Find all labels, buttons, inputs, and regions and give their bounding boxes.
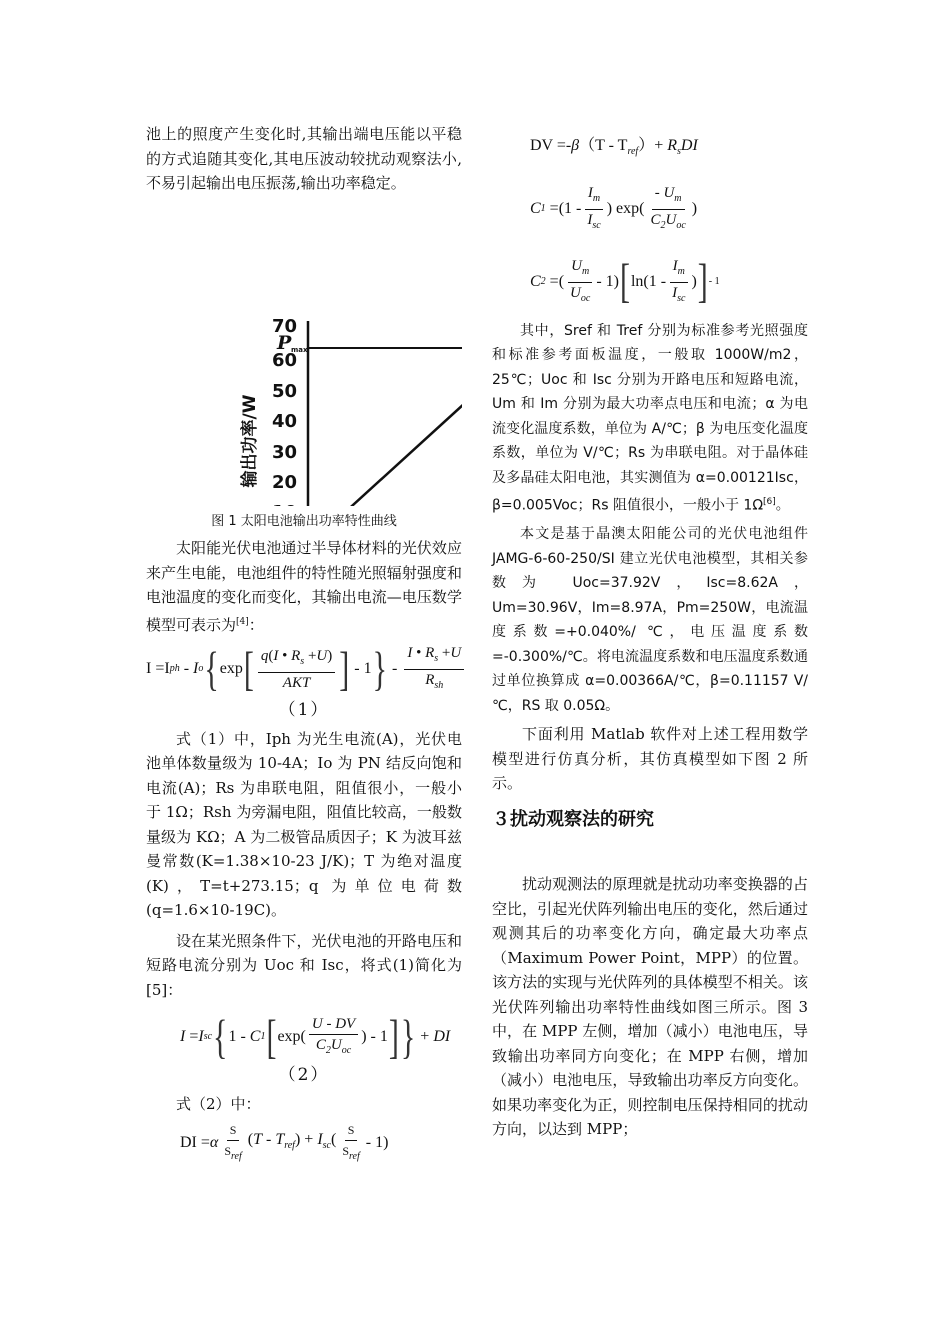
formula-di: DI = α $\frac{S}{S_{ref}}$ $(T - T_{ref}) + I_{sc}$( $\frac{S}{S_{ref}}$ - 1) — [180, 1120, 462, 1167]
paragraph-po-method: 扰动观测法的原理就是扰动功率变换器的占空比，引起光伏阵列输出电压的变化，然后通过观测其后的功率变化方向，确定最大功率点（Maximum Power Point，MPP）的位置。该方法的实现与光伏阵列的具体模型不相关。该光伏阵列输出功率特性曲线如图三所示。图 3 中，在 MPP 左侧，增加（减小）电池电压，导致输出功率同方向变化；在 MPP 右侧，增加（减小）电池电压，导致输出功率反方向变化。如果功率变化为正，则控制电压保持相同的扰动方向，以达到 MPP； — [492, 875, 808, 1139]
paragraph-model: 太阳能光伏电池通过半导体材料的光伏效应来产生电能，电池组件的特性随光照辐射强度和电池温度的变化而变化，其输出电流—电压数学模型可表示为[4]： — [146, 539, 462, 634]
pmax-sub: max — [291, 345, 308, 354]
figure-1 — [146, 206, 462, 506]
formula-c1: C 1 =(1 - $\frac{I_m}{I_{sc}}$ ) exp( $\frac{- U_m}{C_2U_{oc}}$ ) — [530, 184, 698, 231]
left-column — [146, 122, 462, 1167]
paragraph-simplify: 设在某光照条件下，光伏电池的开路电压和短路电流分别为 Uoc 和 Isc，将式(1)简化为[5]： — [146, 931, 462, 999]
y-axis-label: 输出功率/W — [240, 394, 260, 487]
paragraph-matlab: 下面利用 Matlab 软件对上述工程用数学模型进行仿真分析，其仿真模型如下图 2 所示。 — [492, 725, 808, 793]
y-tick: 60 — [271, 349, 297, 371]
right-column — [492, 122, 808, 1142]
equation-1-number: （1） — [278, 700, 330, 720]
pmax-label: P — [277, 331, 292, 354]
power-curve-chart — [146, 206, 462, 506]
y-tick — [272, 502, 297, 506]
equation-1: I =I ph - I o { exp [ $\frac{q(I • R_s +U)}{\text{AKT}}$ ] - 1 } - $\frac{I • R_s +U}{R_{sh}}$ — [146, 643, 462, 696]
equation-2-number: （2） — [278, 1065, 330, 1085]
y-tick: 30 — [271, 441, 297, 463]
y-tick: 70 — [271, 315, 297, 337]
paragraph-symbols: 式（1）中，Iph 为光生电流(A)，光伏电池单体数量级为 10-4A；Io 为 PN 结反向饱和电流(A)；Rs 为串联电阻，阻值很小，一般小于 1Ω；Rsh 为旁漏电阻，阻值比较高，一般数量级为 KΩ；A 为二极管品质因子；K 为波耳兹曼常数(K=1.38×10-23 J/K)；T 为绝对温度(K)，T=t+273.15；q 为单位电荷数(q=1.6×10-19C)。 — [146, 729, 462, 919]
equation-2: I = I sc { 1 - C 1 [ exp( $\frac{U - DV}{C_2U_{oc}}$ ) - 1 ] } + DI — [180, 1010, 451, 1064]
y-tick: 20 — [271, 471, 297, 493]
section-heading: ３扰动观察法的研究 — [492, 808, 654, 830]
citation: [6] — [763, 497, 776, 507]
intro-paragraph: 池上的照度产生变化时,其输出端电压能以平稳的方式追随其变化,其电压波动较扰动观察法小,不易引起输出电压振荡,输出功率稳定。 — [146, 125, 462, 192]
citation: [4] — [236, 616, 249, 627]
power-line — [308, 393, 462, 506]
formula-dv: DV $=-\beta(T - T_{ref})+ R_sDI$ — [530, 137, 698, 157]
y-tick: 40 — [271, 410, 297, 432]
y-tick: 50 — [271, 380, 297, 402]
paragraph-params: 其中，Sref 和 Tref 分别为标准参考光照强度和标准参考面板温度，一般取 1000W/m2，25℃；Uoc 和 Isc 分别为开路电压和短路电流，Um 和 Im 分别为最大功率点电压和电流；α 为电流变化温度系数，单位为 A/℃；β 为电压变化温度系数，单位为 V/℃；Rs 为串联电阻。对于晶体硅及多晶硅太阳电池，其实测值为 α=0.00121Isc，β=0.005Voc；Rs 阻值很小，一般小于 1Ω[6]。 — [492, 322, 808, 514]
paragraph-eq2-where: 式（2）中： — [176, 1094, 261, 1113]
formula-c2: C 2 =( $\frac{U_m}{U_{oc}}$ - 1) [ ln(1 - $\frac{I_m}{I_{sc}}$ ) ] - 1 — [530, 254, 720, 308]
figure-1-caption: 图 1 太阳电池输出功率特性曲线 — [211, 513, 397, 529]
paragraph-module: 本文是基于晶澳太阳能公司的光伏电池组件 JAMG-6-60-250/SI 建立光伏电池模型，其相关参数为 Uoc=37.92V，Isc=8.62A，Um=30.96V，Im=8.97A，Pm=250W，电流温度系数=+0.040%/ ℃，电压温度系数=-0.300%/℃。将电流温度系数和电压温度系数通过单位换算成 α=0.00366A/℃，β=0.11157 V/℃，RS 取 0.05Ω。 — [492, 526, 808, 714]
